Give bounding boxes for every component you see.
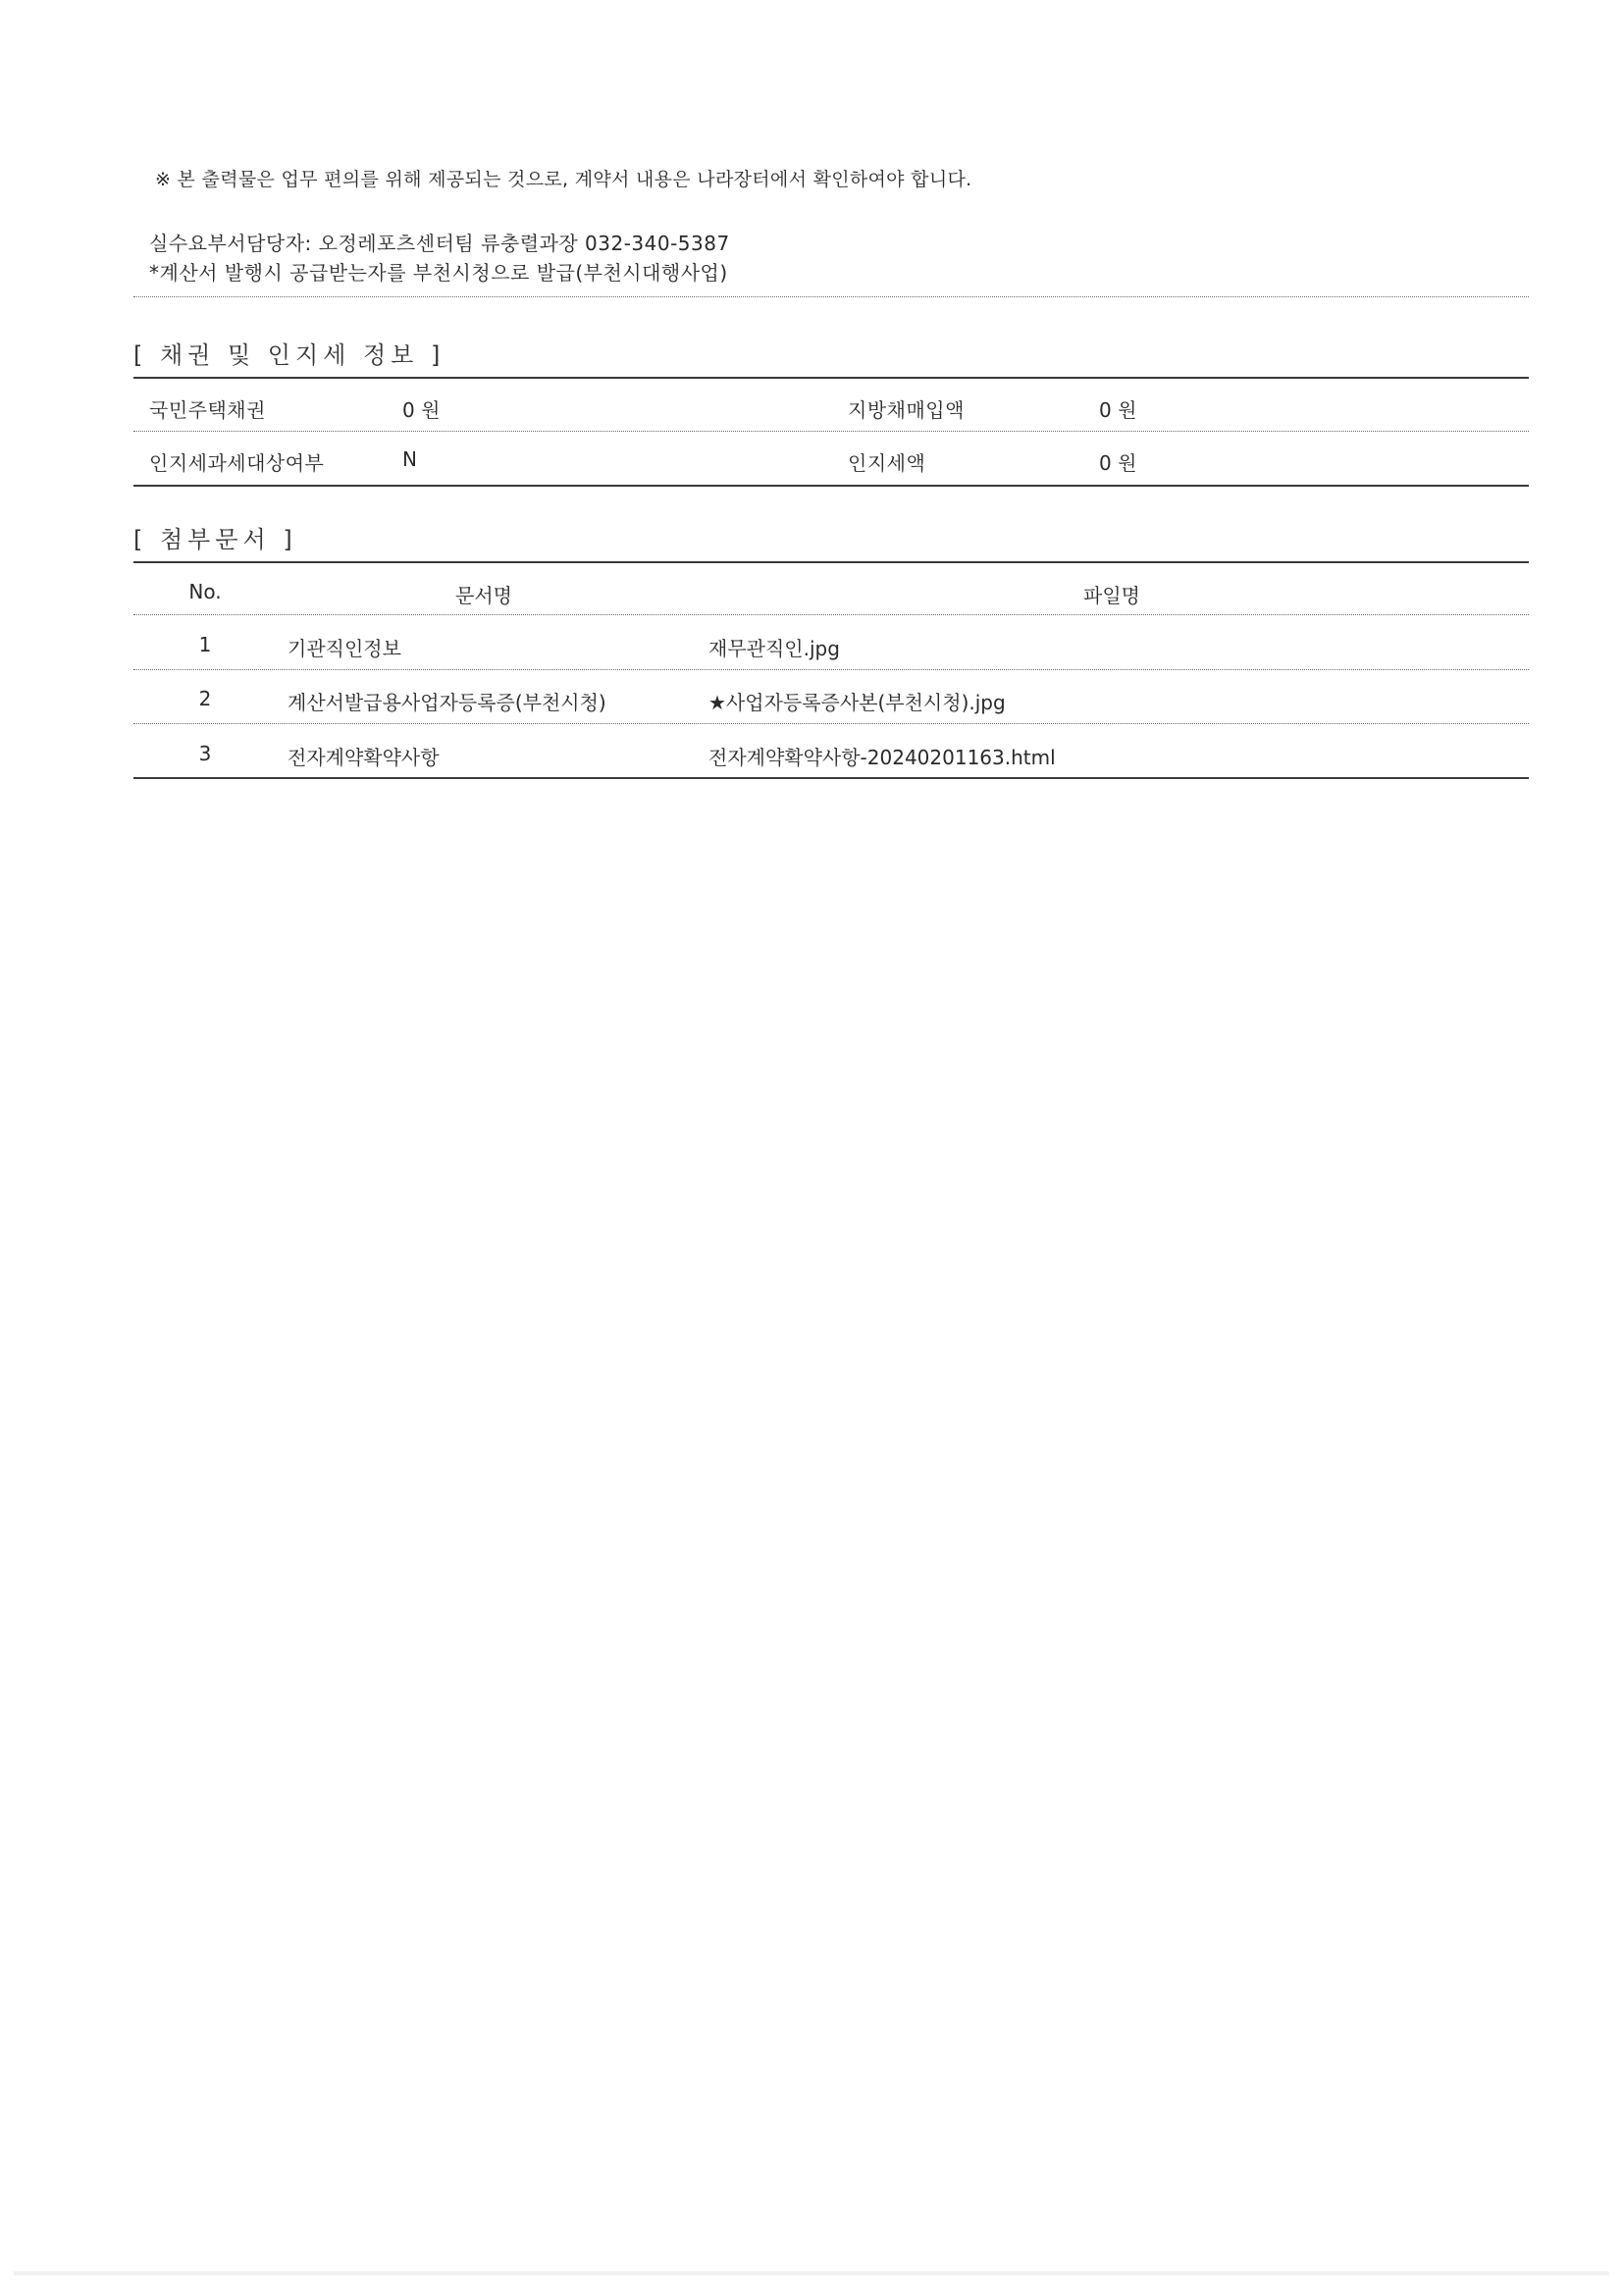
file-name-link[interactable]: 재무관직인.jpg (708, 637, 840, 660)
stamp-tax-amount-label: 인지세액 (848, 451, 926, 475)
bond-table-bottom-rule (133, 485, 1529, 487)
row-number: 1 (198, 633, 212, 656)
header-no: No. (188, 580, 222, 603)
attachments-table-top-rule (133, 561, 1529, 563)
row-divider (133, 669, 1529, 670)
document-name: 계산서발급용사업자등록증(부천시청) (288, 691, 606, 714)
document-name: 기관직인정보 (288, 637, 401, 660)
header-doc-name: 문서명 (455, 584, 512, 607)
bond-section-title: [ 채권 및 인지세 정보 ] (133, 341, 445, 369)
document-name: 전자계약확약사항 (288, 746, 440, 769)
output-notice: ※ 본 출력물은 업무 편의를 위해 제공되는 것으로, 계약서 내용은 나라장터에서 확인하여야 합니다. (155, 169, 972, 190)
local-bond-label: 지방채매입액 (848, 398, 965, 422)
header-file-name: 파일명 (1083, 584, 1140, 607)
stamp-tax-amount-value: 0 원 (1099, 451, 1137, 475)
bond-row-divider (133, 431, 1529, 432)
row-divider (133, 723, 1529, 724)
housing-bond-value: 0 원 (402, 398, 441, 422)
row-number: 2 (198, 687, 212, 710)
attachments-table-bottom-rule (133, 777, 1529, 779)
housing-bond-label: 국민주택채권 (149, 398, 266, 422)
contact-person: 실수요부서담당자: 오정레포츠센터팀 류충렬과장 032-340-5387 (149, 232, 730, 255)
scan-edge (14, 2271, 1609, 2275)
row-number: 3 (198, 742, 212, 765)
contact-info (149, 229, 730, 287)
local-bond-value: 0 원 (1099, 398, 1137, 422)
attachments-section-title: [ 첨부문서 ] (133, 526, 297, 553)
file-name-link[interactable]: ★사업자등록증사본(부천시청).jpg (708, 691, 1006, 714)
stamp-tax-target-label: 인지세과세대상여부 (149, 451, 325, 475)
bond-table-top-rule (133, 377, 1529, 379)
attachments-header-divider (133, 614, 1529, 615)
invoice-note: *계산서 발행시 공급받는자를 부천시청으로 발급(부천시대행사업) (149, 261, 728, 285)
stamp-tax-target-value: N (402, 447, 417, 471)
file-name-link[interactable]: 전자계약확약사항-20240201163.html (708, 746, 1056, 769)
header-divider (133, 296, 1529, 297)
